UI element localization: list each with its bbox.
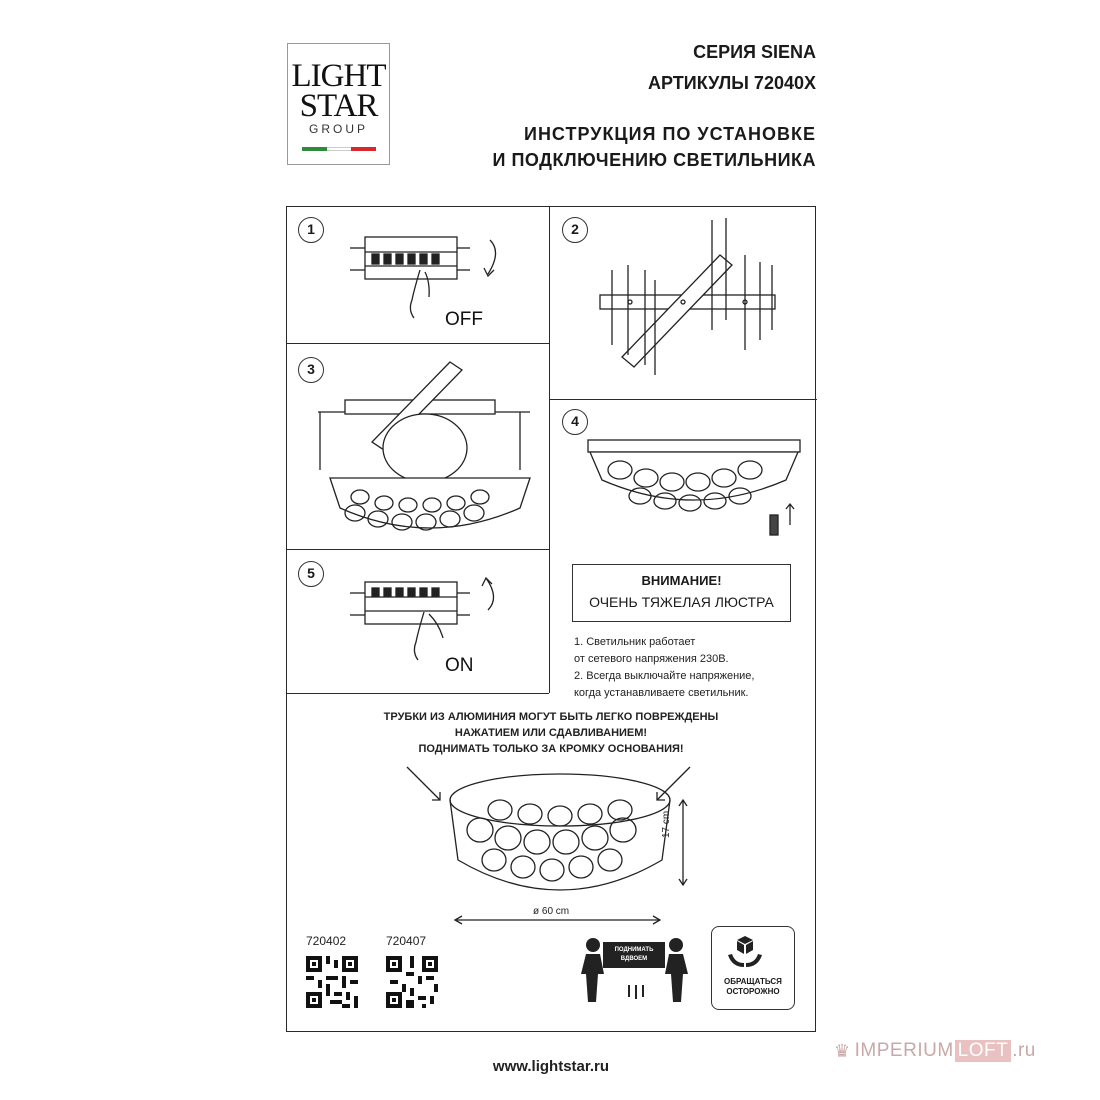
diameter-label: ø 60 cm: [533, 906, 570, 917]
crown-logo-icon: ♛: [834, 1040, 851, 1061]
logo-line-1: LIGHT: [291, 58, 386, 94]
step-number-3: 3: [298, 357, 324, 383]
note-line: 1. Светильник работает: [574, 636, 696, 648]
logo-line-3: GROUP: [308, 122, 368, 136]
warning-title: ВНИМАНИЕ!: [641, 573, 722, 588]
handling-caution: [286, 709, 816, 757]
note-line: от сетевого напряжения 230В.: [574, 653, 729, 665]
care-label-line-2: ОСТОРОЖНО: [726, 987, 780, 996]
warning-box: [572, 564, 791, 622]
watermark: [834, 1040, 1036, 1062]
step-number-5: 5: [298, 561, 324, 587]
instruction-title-line-1: ИНСТРУКЦИЯ ПО УСТАНОВКЕ: [524, 124, 816, 144]
step-number-4: 4: [562, 409, 588, 435]
care-label-line-1: ОБРАЩАТЬСЯ: [724, 977, 782, 986]
logo-line-2: STAR: [299, 88, 378, 124]
article-code-1: 720402: [306, 934, 347, 948]
caution-line: ПОДНИМАТЬ ТОЛЬКО ЗА КРОМКУ ОСНОВАНИЯ!: [418, 743, 684, 755]
safety-notes: [574, 634, 754, 702]
series-title: СЕРИЯ SIENA: [693, 42, 816, 62]
watermark-part-2: LOFT: [955, 1040, 1012, 1062]
attach-fixture-illustration: [318, 362, 530, 530]
lift-label-line-2: ВДВОЕМ: [620, 956, 648, 962]
caution-line: НАЖАТИЕМ ИЛИ СДАВЛИВАНИЕМ!: [454, 727, 648, 739]
watermark-part-1: IMPERIUM: [854, 1040, 954, 1061]
article-code-2: 720407: [386, 934, 427, 948]
instruction-title-line-2: И ПОДКЛЮЧЕНИЮ СВЕТИЛЬНИКА: [492, 150, 816, 170]
mounting-bracket-illustration: [600, 218, 775, 375]
mounted-fixture-illustration: [588, 440, 800, 535]
caution-line: ТРУБКИ ИЗ АЛЮМИНИЯ МОГУТ БЫТЬ ЛЕГКО ПОВРЕЖДЕНЫ: [383, 711, 719, 723]
breaker-panel-off-illustration: [350, 237, 496, 318]
note-line: когда устанавливаете светильник.: [574, 687, 749, 699]
handle-with-care-icon: [711, 926, 795, 1010]
warning-text: ОЧЕНЬ ТЯЖЕЛАЯ ЛЮСТРА: [589, 594, 774, 610]
qr-code-icon[interactable]: [306, 956, 358, 1008]
website-link[interactable]: www.lightstar.ru: [492, 1058, 610, 1075]
step-5-on-label: ON: [445, 655, 474, 676]
qr-code-icon[interactable]: [386, 956, 438, 1008]
step-number-2: 2: [562, 217, 588, 243]
chandelier-dimension-illustration: [407, 767, 690, 924]
lift-together-label: [603, 942, 665, 968]
step-1-off-label: OFF: [445, 309, 483, 330]
watermark-part-3: .ru: [1012, 1040, 1036, 1061]
lift-label-line-1: ПОДНИМАТЬ: [614, 947, 654, 953]
articles-title: АРТИКУЛЫ 72040X: [648, 73, 816, 93]
note-line: 2. Всегда выключайте напряжение,: [574, 670, 755, 682]
height-label: 17 cm: [661, 810, 672, 838]
breaker-panel-on-illustration: [350, 578, 494, 660]
step-number-1: 1: [298, 217, 324, 243]
